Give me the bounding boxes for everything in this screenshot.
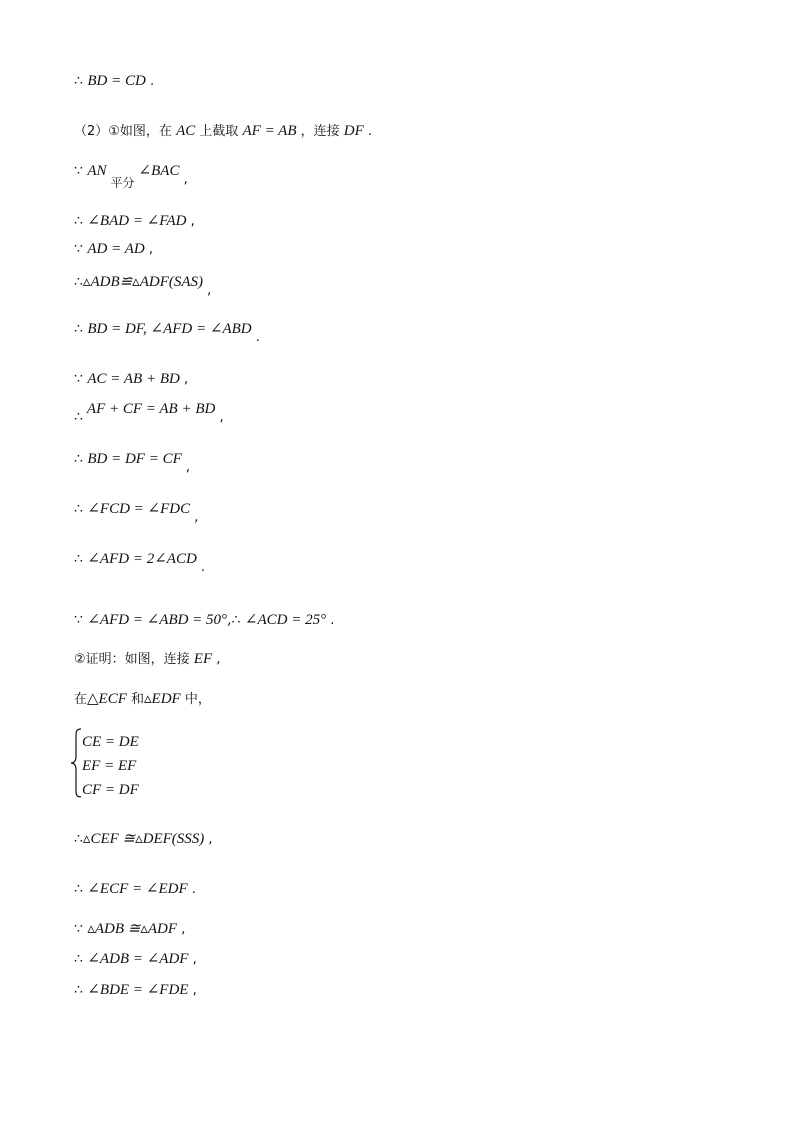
equation: ∠BDE = ∠FDE	[87, 982, 189, 998]
system-eq-3: CF = DF	[82, 782, 139, 798]
proof-line-3	[74, 163, 188, 190]
text: 平分	[110, 176, 135, 190]
punct: ,	[188, 983, 197, 998]
proof-line-1	[74, 74, 154, 89]
congruence: ▵ADB ≅▵ADF	[87, 921, 178, 937]
proof-line-6	[74, 274, 212, 298]
equation: ∠FCD = ∠FDC	[87, 501, 191, 517]
equation: AF = AB	[242, 123, 297, 139]
text: 中，	[180, 692, 211, 707]
equation: BD = DF = CF	[87, 451, 182, 467]
because-symbol: ∵	[74, 371, 88, 387]
because-symbol: ∵	[74, 241, 88, 257]
system-eq-2: EF = EF	[82, 758, 137, 774]
punct: ,	[144, 242, 153, 257]
equation: ∠BAD = ∠FAD	[87, 213, 187, 229]
punct: .	[145, 74, 155, 89]
segment: AC	[176, 123, 196, 139]
equation: ∠ECF = ∠EDF	[87, 881, 188, 897]
text: ②证明：如图，连接	[74, 652, 194, 667]
proof-line-5	[74, 242, 153, 257]
proof-line-20	[74, 983, 197, 998]
proof-line-10	[74, 451, 191, 475]
equation: ∠ADB = ∠ADF	[87, 951, 189, 967]
punct: ,	[212, 652, 221, 667]
congruence: ▵ADB≌▵ADF(SAS)	[82, 274, 204, 290]
punct: ,	[203, 283, 212, 298]
punct: ,	[204, 832, 213, 847]
triangle: ▵EDF	[144, 691, 181, 707]
proof-line-18	[74, 922, 185, 937]
proof-line-13	[74, 613, 334, 628]
proof-line-2	[74, 124, 372, 139]
punct: ,	[179, 372, 189, 387]
text: ，连接	[296, 124, 344, 139]
equation: BD = DF, ∠AFD = ∠ABD	[87, 321, 252, 337]
punct: ,	[186, 214, 195, 229]
proof-line-8	[74, 372, 188, 387]
punct: .	[251, 330, 260, 345]
system-eq-1: CE = DE	[82, 734, 139, 750]
therefore-symbol: ∴	[74, 451, 88, 467]
because-symbol: ∵	[74, 163, 88, 179]
therefore-symbol: ∴	[74, 881, 88, 897]
triangle: △ECF	[87, 691, 127, 707]
proof-line-12	[74, 551, 206, 575]
equation: ∠AFD = 2∠ACD	[87, 551, 197, 567]
punct: ,	[188, 952, 197, 967]
therefore-symbol: ∴	[74, 73, 88, 89]
punct: ,	[177, 922, 186, 937]
text: 上截取	[195, 124, 243, 139]
proof-line-7	[74, 321, 260, 345]
proof-line-15	[74, 692, 211, 707]
proof-line-17	[74, 882, 196, 897]
congruence: ▵CEF ≅▵DEF(SSS)	[82, 831, 205, 847]
segment: EF	[193, 651, 213, 667]
proof-line-19	[74, 952, 197, 967]
therefore-symbol: ∴	[74, 213, 88, 229]
punct: ,	[181, 460, 191, 475]
text: 在	[74, 692, 88, 707]
equation-system	[70, 728, 170, 800]
therefore-symbol: ∴	[74, 831, 83, 847]
therefore-symbol: ,∴	[227, 612, 245, 628]
punct: .	[363, 124, 373, 139]
proof-line-16	[74, 832, 213, 847]
therefore-symbol: ∴	[74, 982, 88, 998]
punct: ,	[179, 172, 188, 187]
proof-line-14	[74, 652, 220, 667]
segment: DF	[343, 123, 364, 139]
because-symbol: ∵	[74, 921, 88, 937]
segment: AN	[87, 163, 107, 179]
equation: BD = CD	[87, 73, 146, 89]
equation: ∠ACD = 25°	[244, 612, 327, 628]
therefore-symbol: ∴	[74, 409, 83, 425]
proof-line-4	[74, 214, 195, 229]
punct: .	[196, 560, 206, 575]
therefore-symbol: ∴	[74, 951, 88, 967]
punct: ,	[215, 410, 224, 425]
angle: ∠BAC	[138, 163, 180, 179]
text: （2）①如图，在	[74, 124, 177, 139]
therefore-symbol: ∴	[74, 321, 88, 337]
punct: ,	[190, 510, 199, 525]
therefore-symbol: ∴	[74, 501, 88, 517]
proof-line-11	[74, 501, 199, 525]
equation: AC = AB + BD	[87, 371, 180, 387]
therefore-symbol: ∴	[74, 274, 83, 290]
punct: .	[187, 882, 196, 897]
equation: AD = AD	[87, 241, 145, 257]
because-symbol: ∵	[74, 612, 88, 628]
therefore-symbol: ∴	[74, 551, 88, 567]
proof-line-9	[74, 401, 224, 425]
equation: ∠AFD = ∠ABD = 50°	[87, 612, 228, 628]
text: 和	[126, 692, 145, 707]
equation: AF + CF = AB + BD	[86, 401, 216, 417]
punct: .	[326, 613, 335, 628]
